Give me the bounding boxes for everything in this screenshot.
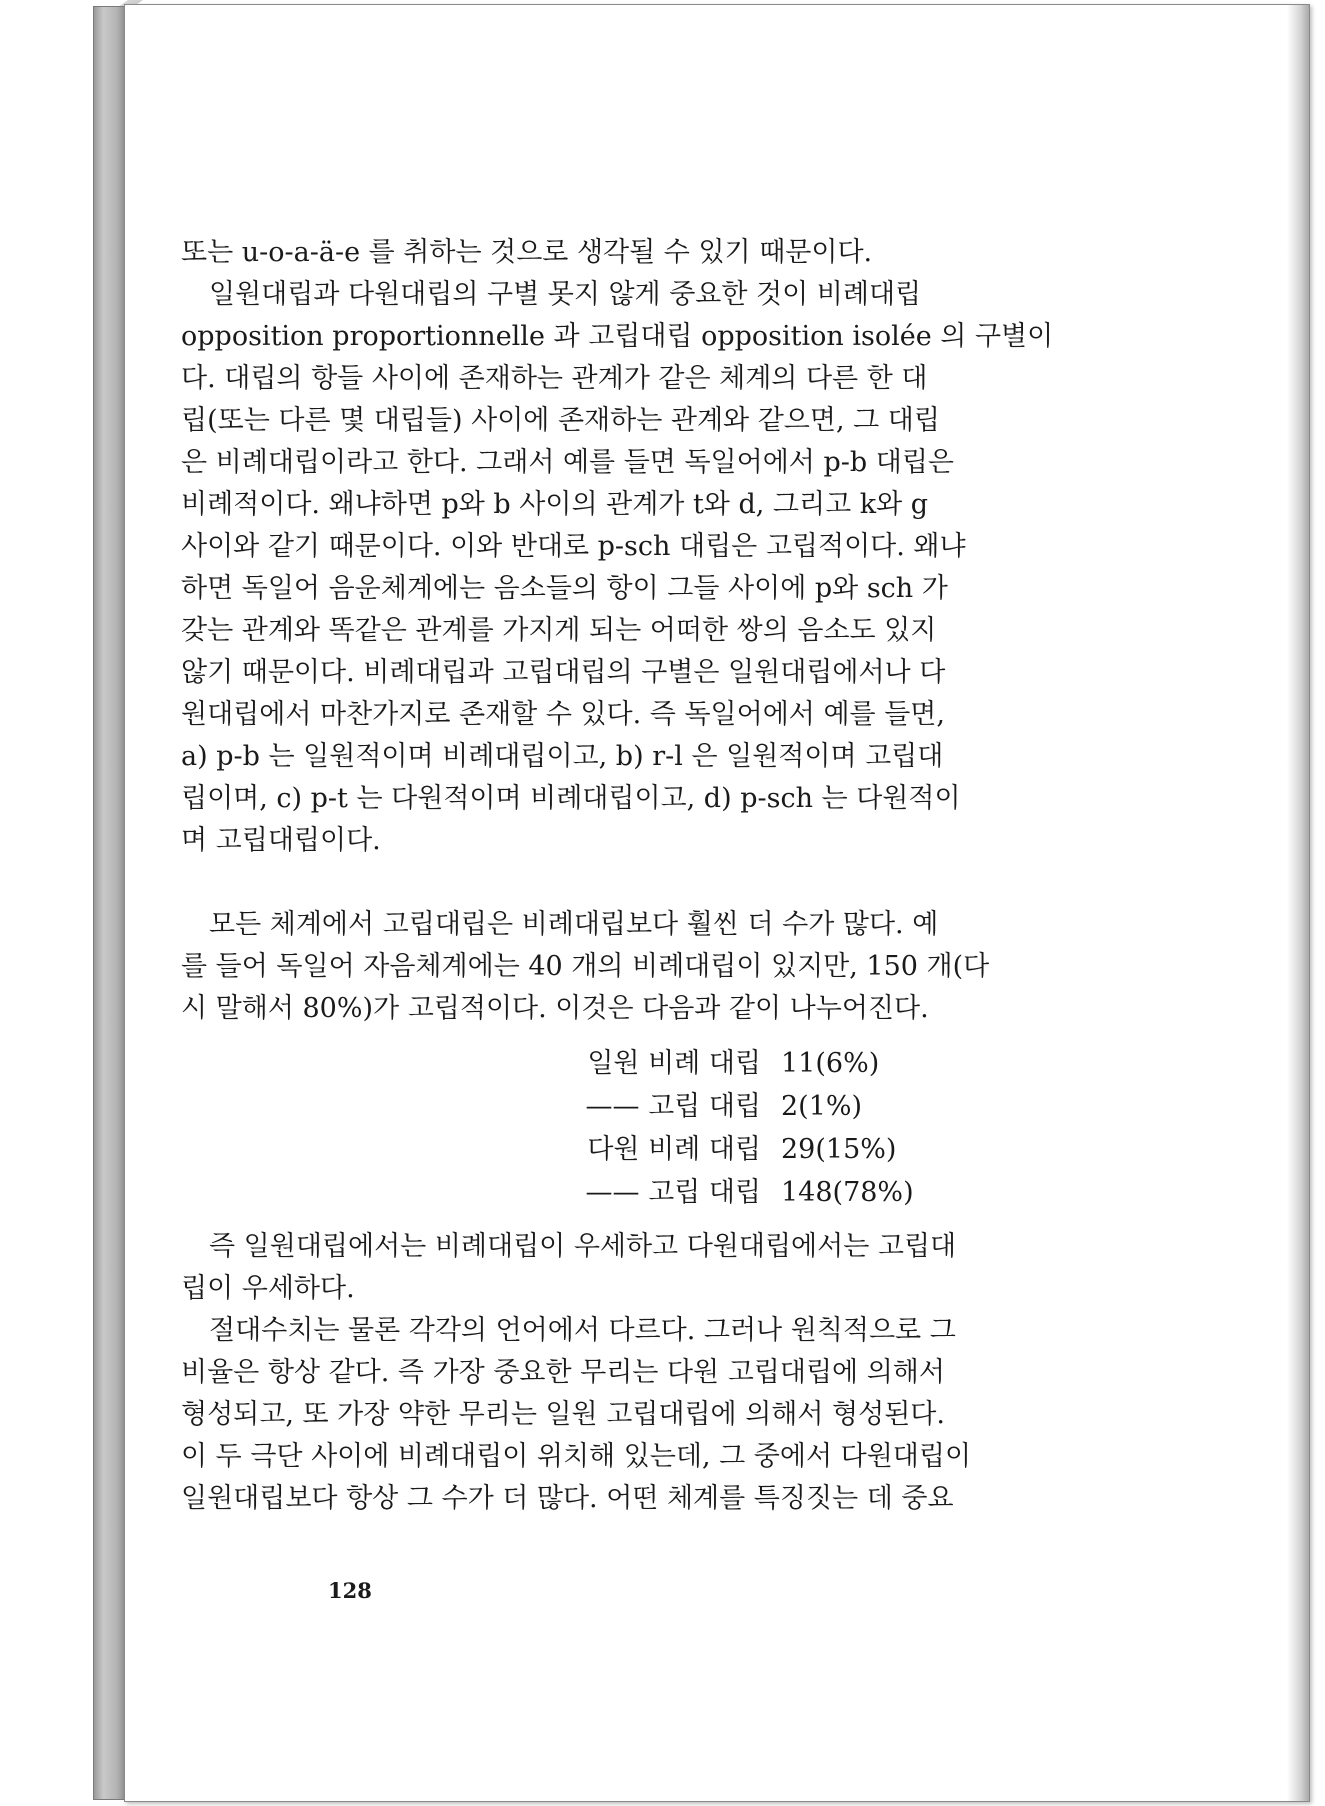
text-line: 립(또는 다른 몇 대립들) 사이에 존재하는 관계와 같으면, 그 대립 <box>181 405 940 436</box>
stats-value: 11(6%) <box>781 1048 880 1079</box>
text-line: 형성되고, 또 가장 약한 무리는 일원 고립대립에 의해서 형성된다. <box>181 1399 945 1430</box>
page-number: 128 <box>328 1578 372 1603</box>
text-line: 시 말해서 80%)가 고립적이다. 이것은 다음과 같이 나누어진다. <box>181 993 929 1024</box>
text-line: 다. 대립의 항들 사이에 존재하는 관계가 같은 체계의 다른 한 대 <box>181 363 928 394</box>
paragraph-4 <box>181 1226 1151 1310</box>
paragraph-2 <box>181 274 1151 862</box>
stats-row <box>571 1085 1151 1128</box>
text-line: 비율은 항상 같다. 즉 가장 중요한 무리는 다원 고립대립에 의해서 <box>181 1357 945 1388</box>
text-line: 비례적이다. 왜냐하면 p와 b 사이의 관계가 t와 d, 그리고 k와 g <box>181 489 929 520</box>
text-line: 하면 독일어 음운체계에는 음소들의 항이 그들 사이에 p와 sch 가 <box>181 573 948 604</box>
text-line: 않기 때문이다. 비례대립과 고립대립의 구별은 일원대립에서나 다 <box>181 657 946 688</box>
text-line: 일원대립과 다원대립의 구별 못지 않게 중요한 것이 비례대립 <box>209 279 922 310</box>
paragraph-gap <box>181 862 1151 904</box>
text-line: 를 들어 독일어 자음체계에는 40 개의 비례대립이 있지만, 150 개(다 <box>181 951 990 982</box>
text-line: 립이 우세하다. <box>181 1273 355 1304</box>
stats-label: —— 고립 대립 <box>585 1177 761 1208</box>
text-line: a) p-b 는 일원적이며 비례대립이고, b) r-l 은 일원적이며 고립대 <box>181 741 944 772</box>
stats-value: 2(1%) <box>781 1091 863 1122</box>
text-line: 원대립에서 마찬가지로 존재할 수 있다. 즉 독일어에서 예를 들면, <box>181 699 945 730</box>
opposition-stats-table <box>571 1042 1151 1214</box>
text-line: 일원대립보다 항상 그 수가 더 많다. 어떤 체계를 특징짓는 데 중요 <box>181 1483 954 1514</box>
text-line: 은 비례대립이라고 한다. 그래서 예를 들면 독일어에서 p-b 대립은 <box>181 447 954 478</box>
stats-value: 29(15%) <box>781 1134 897 1165</box>
stats-value: 148(78%) <box>781 1177 914 1208</box>
stats-label: 다원 비례 대립 <box>587 1134 761 1165</box>
paragraph-5 <box>181 1310 1151 1520</box>
stats-label: 일원 비례 대립 <box>587 1048 761 1079</box>
stats-row <box>571 1042 1151 1085</box>
text-line: 즉 일원대립에서는 비례대립이 우세하고 다원대립에서는 고립대 <box>209 1231 957 1262</box>
text-line: 또는 u-o-a-ä-e 를 취하는 것으로 생각될 수 있기 때문이다. <box>181 237 873 268</box>
stats-row <box>571 1171 1151 1214</box>
stats-row <box>571 1128 1151 1171</box>
stats-label: —— 고립 대립 <box>585 1091 761 1122</box>
page-body-text <box>181 232 1151 1520</box>
paragraph-1 <box>181 232 1151 274</box>
text-line: 립이며, c) p-t 는 다원적이며 비례대립이고, d) p-sch 는 다원적이 <box>181 783 961 814</box>
text-line: 갖는 관계와 똑같은 관계를 가지게 되는 어떠한 쌍의 음소도 있지 <box>181 615 937 646</box>
book-spine <box>93 6 127 1800</box>
text-line: 모든 체계에서 고립대립은 비례대립보다 훨씬 더 수가 많다. 예 <box>209 909 939 940</box>
text-line: opposition proportionnelle 과 고립대립 opposition isolée 의 구별이 <box>181 321 1054 352</box>
text-line: 사이와 같기 때문이다. 이와 반대로 p-sch 대립은 고립적이다. 왜냐 <box>181 531 966 562</box>
text-line: 며 고립대립이다. <box>181 825 381 856</box>
text-line: 이 두 극단 사이에 비례대립이 위치해 있는데, 그 중에서 다원대립이 <box>181 1441 972 1472</box>
text-line: 절대수치는 물론 각각의 언어에서 다르다. 그러나 원칙적으로 그 <box>209 1315 956 1346</box>
paragraph-3 <box>181 904 1151 1030</box>
page-edge-shadow <box>1287 5 1309 1801</box>
